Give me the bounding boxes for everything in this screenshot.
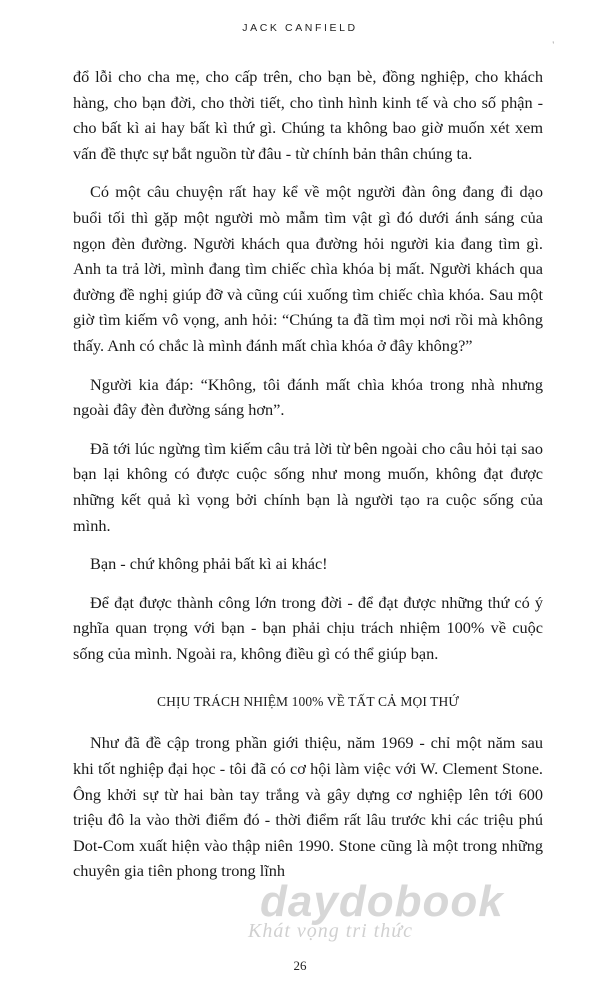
corner-mark: ' — [552, 40, 554, 50]
watermark-slogan: Khát vọng tri thức — [248, 920, 414, 942]
paragraph: Có một câu chuyện rất hay kể về một người đàn ông đang đi dạo buổi tối thì gặp một người mò mẫm tìm vật gì đó dưới ánh sáng của ngọn đèn đường. Người khách qua đường hỏi người kia đang tìm gì. Anh ta trả lời, mình đang tìm chiếc chìa khóa bị mất. Người khách qua đường đề nghị giúp đỡ và cũng cúi xuống tìm chiếc chìa khóa. Sau một giờ tìm kiếm vô vọng, anh hỏi: “Chúng ta đã tìm mọi nơi rồi mà không thấy. Anh có chắc là mình đánh mất chìa khóa ở đây không?” — [73, 182, 543, 355]
page-number: 26 — [293, 958, 307, 973]
paragraph: Như đã đề cập trong phần giới thiệu, năm 1969 - chỉ một năm sau khi tốt nghiệp đại học - tôi đã có cơ hội làm việc với W. Clement Stone. Ông khởi sự từ hai bàn tay trắng và gây dựng cơ nghiệp lên tới 600 triệu đô la vào thời điểm đó - thời điểm rất lâu trước khi các triệu phú Dot-Com xuất hiện vào thập niên 1990. Stone cũng là một trong những chuyên gia tiên phong trong lĩnh — [73, 733, 543, 881]
watermark-logo: daydobook — [260, 877, 504, 926]
paragraph: Người kia đáp: “Không, tôi đánh mất chìa khóa trong nhà nhưng ngoài đây đèn đường sáng hơn”. — [73, 374, 543, 420]
paragraph: Để đạt được thành công lớn trong đời - để đạt được những thứ có ý nghĩa quan trọng với bạn - bạn phải chịu trách nhiệm 100% về cuộc sống của mình. Ngoài ra, không điều gì có thể giúp bạn. — [73, 592, 543, 663]
paragraph: Đã tới lúc ngừng tìm kiếm câu trả lời từ bên ngoài cho câu hỏi tại sao bạn lại không có được cuộc sống như mong muốn, không đạt được những kết quả kì vọng bởi chính bạn là người tạo ra cuộc sống của mình. — [73, 438, 543, 535]
paragraph: đổ lỗi cho cha mẹ, cho cấp trên, cho bạn bè, đồng nghiệp, cho khách hàng, cho bạn đời, cho thời tiết, cho tình hình kinh tế và cho số phận - cho bất kì ai hay bất kì thứ gì. Chúng ta không bao giờ muốn xét xem vấn đề thực sự bắt nguồn từ đâu - từ chính bản thân chúng ta. — [73, 67, 543, 163]
section-heading: CHỊU TRÁCH NHIỆM 100% VỀ TẤT CẢ MỌI THỨ — [157, 694, 459, 710]
running-header: JACK CANFIELD — [242, 22, 358, 34]
paragraph: Bạn - chứ không phải bất kì ai khác! — [90, 554, 328, 574]
body-text — [73, 64, 543, 897]
